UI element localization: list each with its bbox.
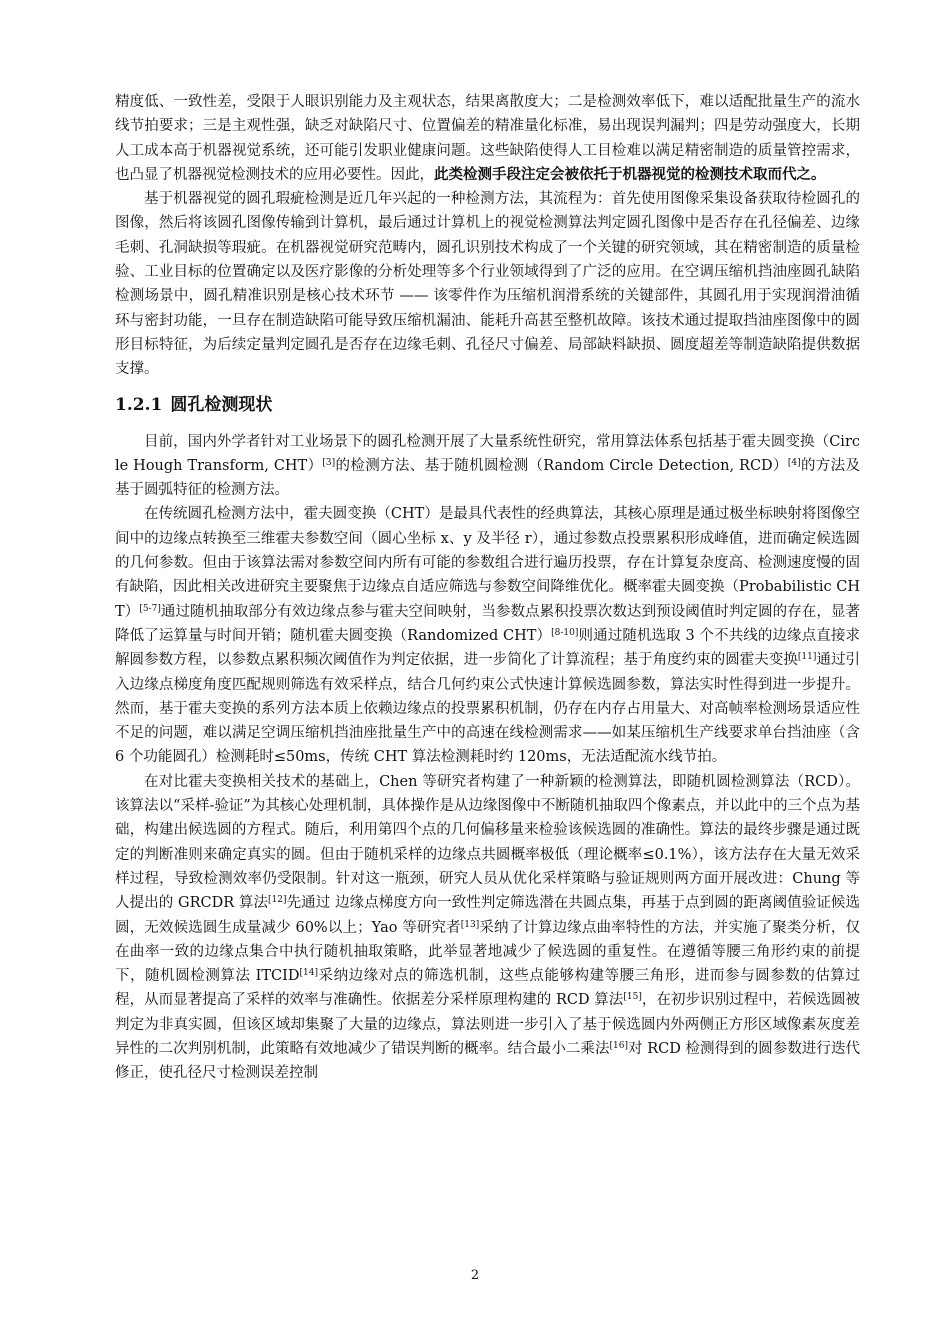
citation-8-10: [8-10]	[551, 627, 579, 638]
paragraph-5-text-c: 采纳了计算边缘点曲率特性的方法，并实施了聚类分析，仅在曲率一致的边缘点集合中执行随机抽取策略，此举显著地减少了候选圆的重复性。在遵循等腰三角形约束的前提下，随机圆检测算法 ITCID	[115, 919, 860, 985]
paragraph-5-text-a: 在对比霍夫变换相关技术的基础上，Chen 等研究者构建了一种新颖的检测算法，即随机圆检测算法（RCD）。该算法以“采样-验证”为其核心处理机制，具体操作是从边缘图像中不断随机抽取四个像素点，并以此中的三个点为基础，构建出候选圆的方程式。随后，利用第四个点的几何偏移量来检验该候选圆的准确性。算法的最终步骤是通过既定的判断准则来确定真实的圆。但由于随机采样的边缘点共圆概率极低（理论概率≤0.1%），该方法存在大量无效采样过程，导致检测效率仍受限制。针对这一瓶颈，研究人员从优化采样策略与验证规则两方面开展改进：Chung 等人提出的 GRCDR 算法	[115, 773, 860, 912]
citation-15: [15]	[623, 992, 642, 1003]
citation-12: [12]	[268, 895, 287, 906]
paragraph-5-text-e: ，在初步识别过程中，若候选圆被判定为非真实圆，但该区域却集聚了大量的边缘点，算法则进一步引入了基于候选圆内外两侧正方形区域像素灰度差异性的二次判别机制，此策略有效地减少了错误判断的概率。结合最小二乘法	[115, 992, 861, 1057]
citation-14: [14]	[299, 968, 318, 979]
citation-5-7: [5-7]	[139, 603, 161, 614]
paragraph-5-text-d: 采纳边缘对点的筛选机制，这些点能够构建等腰三角形，进而参与圆参数的估算过程，从而显著提高了采样的效率与准确性。依据差分采样原理构建的 RCD 算法	[115, 968, 860, 1009]
paragraph-2: 基于机器视觉的圆孔瑕疵检测是近几年兴起的一种检测方法，其流程为：首先使用图像采集设备获取待检圆孔的图像，然后将该圆孔图像传输到计算机，最后通过计算机上的视觉检测算法判定圆孔图像中是否存在孔径偏差、边缘毛刺、孔洞缺损等瑕疵。在机器视觉研究范畴内，圆孔识别技术构成了一个关键的研究领域，其在精密制造的质量检验、工业目标的位置确定以及医疗影像的分析处理等多个行业领域得到了广泛的应用。在空调压缩机挡油座圆孔缺陷检测场景中，圆孔精准识别是核心技术环节 —— 该零件作为压缩机润滑系统的关键部件，其圆孔用于实现润滑油循环与密封功能，一旦存在制造缺陷可能导致压缩机漏油、能耗升高甚至整机故障。该技术通过提取挡油座图像中的圆形目标特征，为后续定量判定圆孔是否存在边缘毛刺、孔径尺寸偏差、局部缺料缺损、圆度超差等制造缺陷提供数据支撑。	[115, 191, 860, 378]
page-body	[115, 90, 860, 1086]
citation-13: [13]	[460, 919, 480, 930]
paragraph-1-bold-text: 此类检测手段注定会被依托于机器视觉的检测技术取而代之。	[434, 166, 826, 183]
paragraph-1-text: 精度低、一致性差，受限于人眼识别能力及主观状态，结果离散度大；二是检测效率低下，难以适配批量生产的流水线节拍要求；三是主观性强，缺乏对缺陷尺寸、位置偏差的精准量化标准，易出现误判漏判；四是劳动强度大，长期人工成本高于机器视觉系统，还可能引发职业健康问题。这些缺陷使得人工目检难以满足精密制造的质量管控需求，也凸显了机器视觉检测技术的应用必要性。因此，	[115, 94, 860, 183]
paragraph-3-text-b: 的检测方法、基于随机圆检测（Random Circle Detection, RCD）	[335, 457, 788, 474]
paragraph-4-text-c: 则通过随机选取 3 个不共线的边缘点直接求解圆参数方程，以参数点累积频次阈值作为判定依据，进一步简化了计算流程；基于角度约束的圆霍夫变换	[115, 627, 860, 669]
paragraph-4-text-b: 通过随机抽取部分有效边缘点参与霍夫空间映射，当参数点累积投票次数达到预设阈值时判定圆的存在，显著降低了运算量与时间开销；随机霍夫圆变换（Randomized CHT）	[115, 603, 861, 644]
section-title: 圆孔检测现状	[170, 394, 273, 415]
paragraph-5-text-f: 对 RCD 检测得到的圆参数进行迭代修正，使孔径尺寸检测误差控制	[115, 1040, 860, 1082]
citation-3: [3]	[322, 457, 336, 468]
citation-4: [4]	[787, 457, 801, 468]
paragraph-4-text-d: 通过引入边缘点梯度角度匹配规则筛选有效采样点，结合几何约束公式快速计算候选圆参数，算法实时性得到进一步提升。然而，基于霍夫变换的系列方法本质上依赖边缘点的投票累积机制，仍存在内存占用量大、对高帧率检测场景适应性不足的问题，难以满足空调压缩机挡油座批量生产中的高速在线检测需求——如某压缩机生产线要求单台挡油座（含 6 个功能圆孔）检测耗时≤50ms，传统 CHT 算法检测耗时约 120ms，无法适配流水线节拍。	[115, 652, 860, 766]
section-heading	[115, 392, 860, 418]
citation-11: [11]	[797, 652, 817, 663]
citation-16: [16]	[609, 1040, 628, 1051]
paragraph-1	[115, 90, 860, 187]
paragraph-4	[115, 502, 860, 769]
paragraph-4-text-a: 在传统圆孔检测方法中，霍夫圆变换（CHT）是最具代表性的经典算法，其核心原理是通过极坐标映射将图像空间中的边缘点转换至三维霍夫参数空间（圆心坐标 x、y 及半径 r），通过参数点投票累积形成峰值，进而确定候选圆的几何参数。但由于该算法需对参数空间内所有可能的参数组合进行遍历投票，存在计算复杂度高、检测速度慢的固有缺陷，因此相关改进研究主要聚焦于边缘点自适应筛选与参数空间降维优化。概率霍夫圆变换（Probabilistic CHT）	[115, 506, 860, 620]
paragraph-3	[115, 430, 860, 503]
paragraph-3-text-a: 目前，国内外学者针对工业场景下的圆孔检测开展了大量系统性研究，常用算法体系包括基于霍夫圆变换（Circle Hough Transform, CHT）	[115, 433, 860, 474]
section-number: 1.2.1	[115, 394, 163, 415]
paragraph-5	[115, 770, 860, 1086]
paragraph-5-text-b: 先通过 边缘点梯度方向一致性判定筛选潜在共圆点集，再基于点到圆的距离阈值验证候选圆，无效候选圆生成量减少 60%以上；Yao 等研究者	[115, 895, 860, 936]
paragraph-3-text-c: 的方法及基于圆弧特征的检测方法。	[115, 457, 860, 499]
page-number: 2	[470, 1268, 480, 1283]
